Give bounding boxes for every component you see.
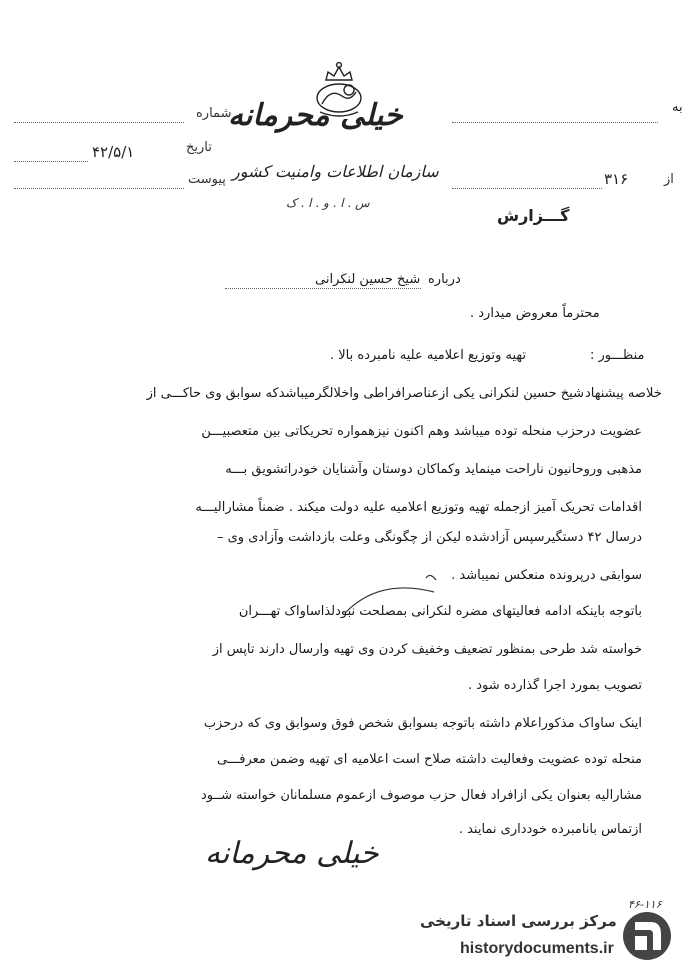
watermark-title: مرکز بررسی اسناد تاریخی bbox=[420, 912, 617, 930]
from-label: از bbox=[664, 172, 674, 187]
summary-label: خلاصه پیشنهاد bbox=[585, 386, 662, 401]
paragraph3-line-1: اینک ساواک مذکوراعلام داشته باتوجه بسوابق شخص فوق وسوابق وی که درحزب bbox=[203, 716, 642, 731]
report-heading: گـــزارش bbox=[497, 206, 570, 225]
organization-code: س . ا . و . ا . ک bbox=[286, 196, 370, 210]
page-number: ۴۶-۱۱۶ bbox=[628, 898, 662, 911]
greeting: محترماً معروض میدارد . bbox=[470, 306, 600, 321]
classification-heading: خیلی محرمانه bbox=[228, 98, 403, 133]
subject-label: درباره bbox=[428, 272, 461, 287]
attachment-line bbox=[14, 188, 184, 189]
handwritten-mark-icon bbox=[340, 572, 450, 618]
number-label: شماره bbox=[196, 106, 232, 121]
from-value: ۳۱۶ bbox=[604, 170, 629, 188]
date-line bbox=[14, 161, 88, 162]
attachment-label: پیوست bbox=[188, 172, 226, 187]
summary-line-3: مذهبی وروحانیون ناراحت مینماید وکماکان دوستان وآشنایان خودراتشویق بـــه bbox=[225, 462, 642, 477]
date-value: ۴۲/۵/۱ bbox=[92, 143, 135, 161]
summary-line-1: شیخ حسین لنکرانی یکی ازعناصرافراطی واخلالگرمیباشدکه سوابق وی حاکـــی از bbox=[146, 386, 584, 401]
to-line bbox=[452, 122, 658, 123]
paragraph2-line-2: خواسته شد طرحی بمنظور تضعیف وخفیف کردن وی تهیه وارسال دارند تاپس از bbox=[212, 642, 642, 657]
summary-line-4: اقدامات تحریک آمیز ازجمله تهیه وتوزیع اعلامیه علیه دولت میکند . ضمناً مشارالیـــه bbox=[195, 500, 642, 515]
paragraph2-line-3: تصویب بمورد اجرا گذارده شود . bbox=[467, 678, 642, 693]
paragraph3-line-4: ازتماس بانامبرده خودداری نمایند . bbox=[458, 822, 642, 837]
purpose-label: منظـــور : bbox=[590, 348, 645, 363]
paragraph2-line-1: باتوجه باینکه ادامه فعالیتهای مضره لنکرانی بمصلحت نبودلذاساواک تهـــران bbox=[238, 604, 642, 619]
number-line bbox=[14, 122, 184, 123]
from-line bbox=[452, 188, 602, 189]
closing-classification-stamp: خیلی محرمانه bbox=[205, 836, 379, 871]
summary-line-2: عضویت درحزب منحله توده میباشد وهم اکنون نیزهمواره تحریکاتی بین متعصبیـــن bbox=[201, 424, 642, 439]
subject-line bbox=[225, 288, 421, 289]
date-label: تاریخ bbox=[186, 140, 212, 155]
organization-name: سازمان اطلاعات وامنیت کشور bbox=[232, 162, 439, 181]
watermark-url: historydocuments.ir bbox=[460, 940, 614, 957]
summary-line-6: سوابقی درپرونده منعکس نمیباشد . bbox=[451, 568, 642, 583]
purpose-value: تهیه وتوزیع اعلامیه علیه نامبرده بالا . bbox=[330, 348, 527, 363]
paragraph3-line-2: منحله توده عضویت وفعالیت داشته صلاح است اعلامیه ای تهیه وضمن معرفـــی bbox=[217, 752, 642, 767]
summary-line-5: درسال ۴۲ دستگیرسپس آزادشده لیکن از چگونگی وعلت بازداشت وآزادی وی – bbox=[216, 530, 642, 545]
archive-logo-icon bbox=[621, 910, 673, 962]
subject-value: شیخ حسین لنکرانی bbox=[315, 272, 421, 287]
paragraph3-line-3: مشارالیه بعنوان یکی ازافراد فعال حزب موصوف ازعموم مسلمانان خواسته شــود bbox=[200, 788, 642, 803]
top-marginal-mark: ﺑﻪ bbox=[672, 100, 683, 115]
